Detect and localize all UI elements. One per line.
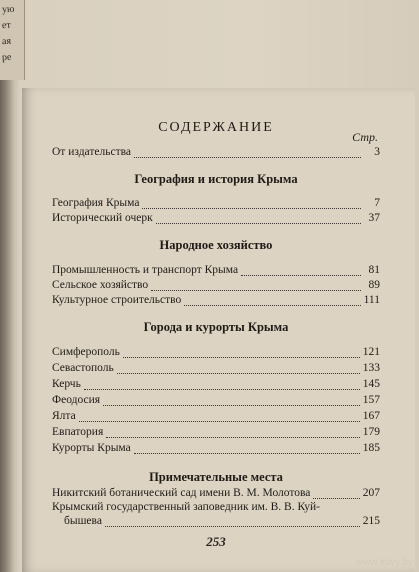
section-heading: Народное хозяйство xyxy=(159,238,273,252)
section-heading: География и история Крыма xyxy=(134,172,298,186)
toc-entry-page: 3 xyxy=(374,146,380,158)
section-heading: Города и курорты Крыма xyxy=(143,320,289,334)
toc-entry xyxy=(52,146,380,161)
toc-entry xyxy=(52,487,380,502)
toc-entry-label: Симферополь xyxy=(52,346,120,358)
leader-dots xyxy=(84,381,360,390)
toc-entry-page: 179 xyxy=(362,426,380,438)
leader-dots xyxy=(313,490,359,499)
leader-dots xyxy=(134,149,361,158)
toc-entry xyxy=(52,501,380,516)
toc-entry xyxy=(52,264,380,279)
toc-entry-page: 7 xyxy=(374,197,380,209)
toc-entry xyxy=(52,426,380,441)
toc-entry-label: Промышленность и транспорт Крыма xyxy=(52,264,239,276)
toc-entry-label: Феодосия xyxy=(52,394,101,406)
toc-entry xyxy=(52,362,380,377)
toc-entry-label: Евпатория xyxy=(52,426,104,438)
toc-entry-label: Культурное строительство xyxy=(52,294,182,306)
leader-dots xyxy=(142,200,361,209)
toc-entry-label: Крымский государственный заповедник им. В. В. Куй- xyxy=(52,501,321,513)
toc-entry-page: 167 xyxy=(362,410,380,422)
toc-entry-page: 157 xyxy=(362,394,380,406)
previous-page-edge xyxy=(0,0,25,80)
toc-entry-label: От издательства xyxy=(52,146,131,158)
leader-dots xyxy=(103,397,360,406)
contents-page xyxy=(22,88,415,572)
toc-title: СОДЕРЖАНИЕ xyxy=(158,120,274,135)
toc-entry-label: бышева xyxy=(64,515,102,527)
leader-dots xyxy=(123,349,360,358)
toc-entry xyxy=(52,515,380,530)
toc-entry-label: Керчь xyxy=(52,378,81,390)
toc-entry-label: География Крыма xyxy=(52,197,140,209)
leader-dots xyxy=(184,297,360,306)
toc-entry-label: Севастополь xyxy=(52,362,114,374)
leader-dots xyxy=(117,365,360,374)
toc-entry-page: 185 xyxy=(362,442,380,454)
toc-entry xyxy=(52,197,380,212)
leader-dots xyxy=(241,267,361,276)
toc-entry xyxy=(52,394,380,409)
toc-entry xyxy=(52,378,380,393)
toc-entry xyxy=(52,442,380,457)
toc-entry-page: 111 xyxy=(363,294,380,306)
toc-entry-label: Сельское хозяйство xyxy=(52,279,149,291)
toc-entry-page: 207 xyxy=(362,487,380,499)
toc-entry-page: 121 xyxy=(362,346,380,358)
toc-entry xyxy=(52,410,380,425)
prev-page-text: ре xyxy=(1,51,12,64)
page-column-label: Стр. xyxy=(352,130,378,144)
leader-dots xyxy=(105,518,360,527)
watermark: www.kuvy.by xyxy=(355,557,413,568)
prev-page-text: ая xyxy=(1,35,12,48)
toc-entry xyxy=(52,346,380,361)
toc-entry-page: 133 xyxy=(362,362,380,374)
toc-entry xyxy=(52,212,380,227)
toc-entry-page: 37 xyxy=(368,212,380,224)
toc-entry-page: 89 xyxy=(368,279,380,291)
prev-page-text: ет xyxy=(1,19,12,32)
prev-page-text: ую xyxy=(1,3,15,16)
toc-entry-page: 215 xyxy=(362,515,380,527)
toc-entry-label: Курорты Крыма xyxy=(52,442,131,454)
leader-dots xyxy=(134,445,360,454)
toc-entry-page: 81 xyxy=(368,264,380,276)
toc-entry-label: Исторический очерк xyxy=(52,212,153,224)
toc-entry xyxy=(52,279,380,294)
leader-dots xyxy=(151,282,361,291)
page-number: 253 xyxy=(206,534,226,549)
toc-entry-label: Никитский ботанический сад имени В. М. Молотова xyxy=(52,487,311,499)
toc-entry-page: 145 xyxy=(362,378,380,390)
toc-entry-label: Ялта xyxy=(52,410,76,422)
leader-dots xyxy=(106,429,360,438)
toc-entry xyxy=(52,294,380,309)
leader-dots xyxy=(156,215,361,224)
section-heading: Примечательные места xyxy=(149,470,283,484)
leader-dots xyxy=(79,413,360,422)
